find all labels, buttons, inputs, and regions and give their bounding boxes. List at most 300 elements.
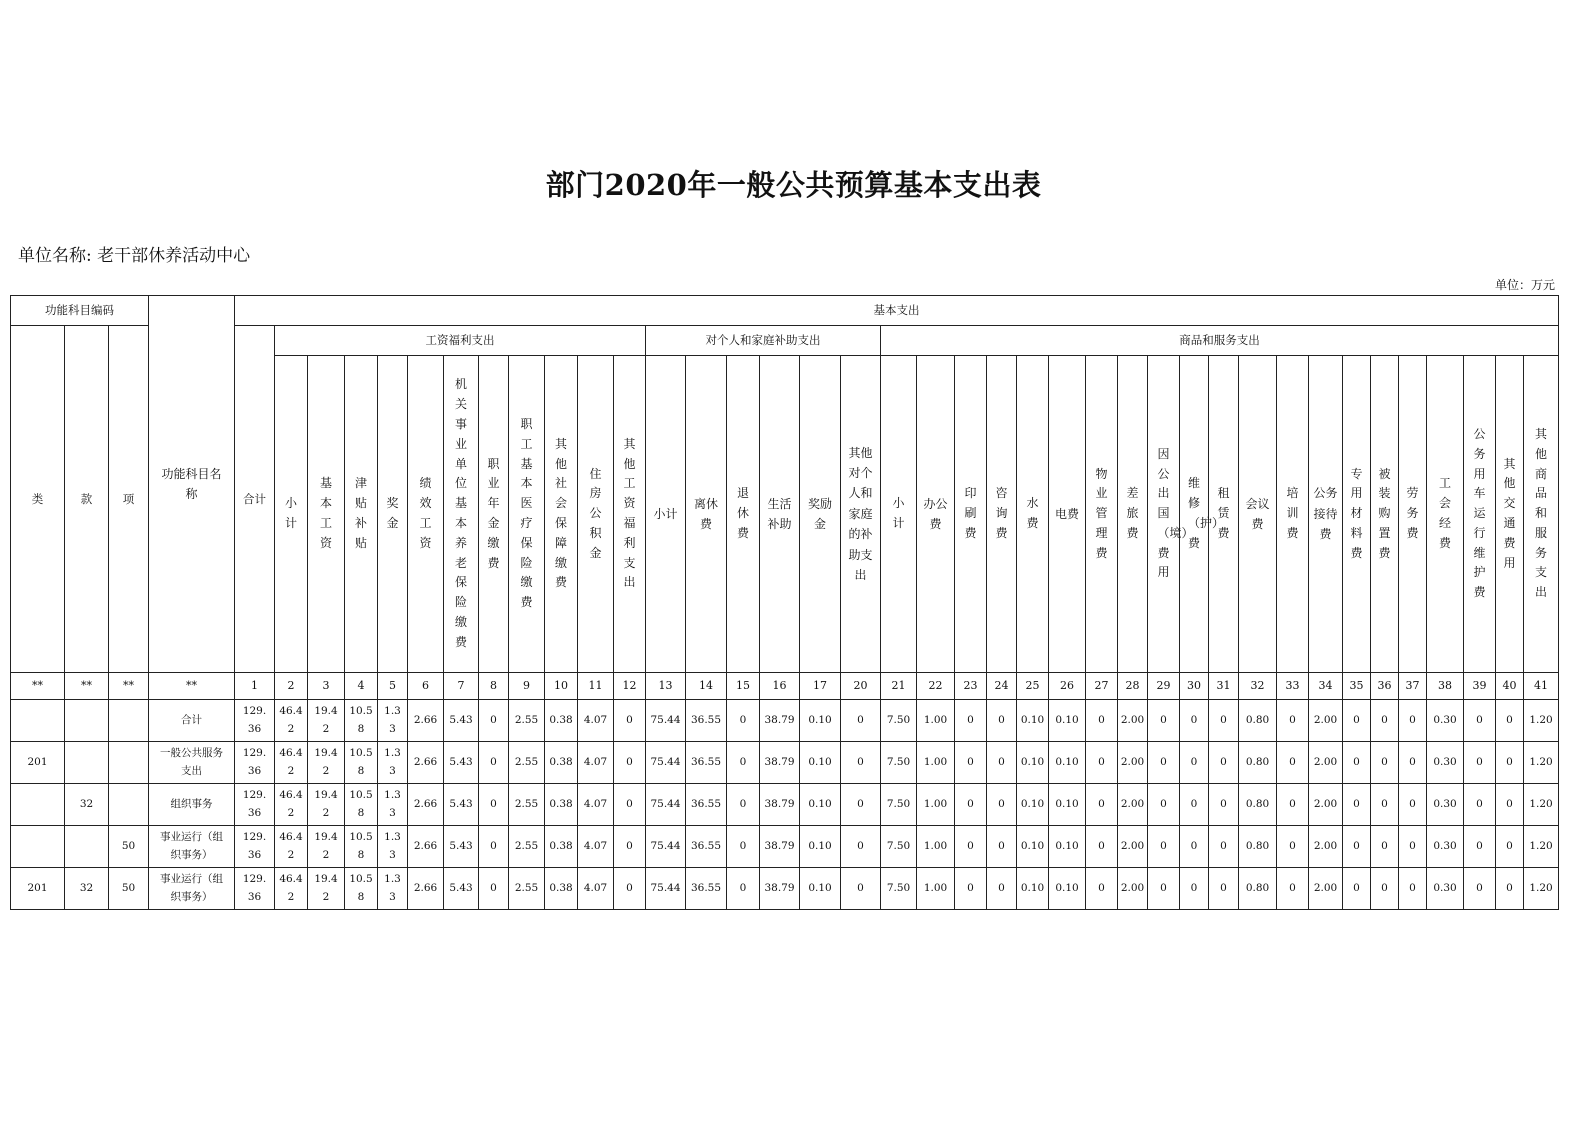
column-header-label: 职工基本医疗保险缴费: [520, 417, 533, 610]
value-cell-31: 0: [1209, 868, 1239, 910]
value-cell-21: 7.50: [881, 742, 917, 784]
value-cell-36: 0: [1371, 742, 1399, 784]
column-header-label: 电费: [1055, 506, 1080, 521]
value-cell-33: 0: [1277, 742, 1309, 784]
value-cell-22: 1.00: [917, 742, 955, 784]
value-cell-7: 5.43: [444, 700, 479, 742]
column-header-label: 被装购置费: [1378, 466, 1391, 560]
column-header-39: [1464, 356, 1496, 673]
value-cell-5: [378, 826, 408, 868]
name-cell-text: 事业运行（组织事务）: [160, 872, 224, 903]
value-cell-39: 0: [1464, 784, 1496, 826]
column-header-label: 专用材料费: [1350, 466, 1363, 560]
value-cell-text: 1.33: [384, 704, 401, 735]
value-cell-22: 1.00: [917, 700, 955, 742]
value-cell-3: [308, 742, 345, 784]
value-cell-17: 0.10: [800, 868, 841, 910]
value-cell-10: 0.38: [545, 826, 578, 868]
code-cell: 201: [11, 742, 65, 784]
value-cell-10: 0.38: [545, 868, 578, 910]
total-cell: [235, 784, 275, 826]
value-cell-8: 0: [479, 868, 509, 910]
value-cell-text: 1.33: [384, 872, 401, 903]
value-cell-24: 0: [987, 868, 1017, 910]
index-cell-37: 37: [1399, 673, 1427, 700]
code-col-header-1: 款: [65, 326, 109, 673]
value-cell-29: 0: [1148, 700, 1180, 742]
unit-name: 单位名称: 老干部休养活动中心: [18, 246, 251, 266]
value-cell-text: 10.58: [349, 788, 373, 819]
value-cell-2: [275, 742, 308, 784]
column-header-label: 物业管理费: [1095, 466, 1108, 560]
value-cell-41: 1.20: [1524, 826, 1559, 868]
column-header-34: [1309, 356, 1343, 673]
name-cell: [149, 868, 235, 910]
index-cell-16: 16: [760, 673, 800, 700]
name-cell: [149, 826, 235, 868]
value-cell-26: 0.10: [1049, 742, 1086, 784]
column-header-36: [1371, 356, 1399, 673]
column-header-label: 工会经费: [1439, 476, 1452, 550]
value-cell-15: 0: [727, 784, 760, 826]
value-cell-4: [345, 868, 378, 910]
value-cell-9: 2.55: [509, 826, 545, 868]
column-header-28: [1118, 356, 1148, 673]
value-cell-36: 0: [1371, 826, 1399, 868]
value-cell-41: 1.20: [1524, 868, 1559, 910]
column-header-31: [1209, 356, 1239, 673]
value-cell-13: 75.44: [646, 784, 686, 826]
group-header-wages: 工资福利支出: [275, 326, 646, 356]
value-cell-text: 1.33: [384, 830, 401, 861]
value-cell-24: 0: [987, 742, 1017, 784]
column-header-13: [646, 356, 686, 673]
code-cell: [65, 826, 109, 868]
index-cell-14: 14: [686, 673, 727, 700]
value-cell-16: 38.79: [760, 868, 800, 910]
column-header-label: 其他工资福利支出: [623, 436, 636, 590]
code-cell: [11, 700, 65, 742]
column-header-label: 奖励金: [808, 496, 833, 531]
value-cell-text: 10.58: [349, 746, 373, 777]
index-cell-21: 21: [881, 673, 917, 700]
index-cell-23: 23: [955, 673, 987, 700]
name-cell: [149, 742, 235, 784]
value-cell-21: 7.50: [881, 784, 917, 826]
value-cell-17: 0.10: [800, 700, 841, 742]
column-header-11: [578, 356, 614, 673]
value-cell-9: 2.55: [509, 868, 545, 910]
column-header-label: 退休费: [737, 486, 750, 540]
code-group-header: 功能科目编码: [11, 296, 149, 326]
index-cell-26: 26: [1049, 673, 1086, 700]
value-cell-2: [275, 784, 308, 826]
value-cell-8: 0: [479, 742, 509, 784]
value-cell-27: 0: [1086, 700, 1118, 742]
value-cell-11: 4.07: [578, 742, 614, 784]
column-header-40: [1496, 356, 1524, 673]
value-cell-11: 4.07: [578, 784, 614, 826]
code-cell: 201: [11, 868, 65, 910]
code-cell: [65, 700, 109, 742]
value-cell-4: [345, 742, 378, 784]
column-header-label: 水费: [1026, 496, 1039, 530]
value-cell-38: 0.30: [1427, 784, 1464, 826]
code-cell: [11, 826, 65, 868]
value-cell-text: 1.33: [384, 788, 401, 819]
column-header-41: [1524, 356, 1559, 673]
value-cell-text: 10.58: [349, 830, 373, 861]
name-cell-text: 组织事务: [170, 797, 213, 810]
value-cell-text: 19.42: [314, 704, 338, 735]
value-cell-9: 2.55: [509, 700, 545, 742]
value-cell-28: 2.00: [1118, 826, 1148, 868]
value-cell-37: 0: [1399, 700, 1427, 742]
value-cell-29: 0: [1148, 784, 1180, 826]
value-cell-6: 2.66: [408, 784, 444, 826]
value-cell-24: 0: [987, 784, 1017, 826]
value-cell-30: 0: [1180, 742, 1209, 784]
column-header-label: 维修（护）费: [1188, 476, 1225, 550]
value-cell-8: 0: [479, 784, 509, 826]
value-cell-39: 0: [1464, 868, 1496, 910]
column-header-38: [1427, 356, 1464, 673]
value-cell-30: 0: [1180, 868, 1209, 910]
total-cell-text: 129.36: [242, 704, 267, 735]
column-header-15: [727, 356, 760, 673]
value-cell-9: 2.55: [509, 784, 545, 826]
total-cell-text: 129.36: [242, 830, 267, 861]
value-cell-12: 0: [614, 868, 646, 910]
value-cell-27: 0: [1086, 742, 1118, 784]
budget-table: [10, 295, 1559, 910]
column-header-label: 小计: [892, 496, 905, 530]
index-name: **: [149, 673, 235, 700]
index-cell-10: 10: [545, 673, 578, 700]
value-cell-13: 75.44: [646, 700, 686, 742]
name-cell-text: 一般公共服务支出: [160, 746, 224, 777]
value-cell-41: 1.20: [1524, 784, 1559, 826]
code-cell: [109, 700, 149, 742]
value-cell-16: 38.79: [760, 742, 800, 784]
value-cell-3: [308, 826, 345, 868]
value-cell-32: 0.80: [1239, 826, 1277, 868]
value-cell-41: 1.20: [1524, 700, 1559, 742]
value-cell-4: [345, 784, 378, 826]
value-cell-26: 0.10: [1049, 700, 1086, 742]
value-cell-6: 2.66: [408, 826, 444, 868]
index-cell-20: 20: [841, 673, 881, 700]
value-cell-20: 0: [841, 742, 881, 784]
code-col-header-0: 类: [11, 326, 65, 673]
value-cell-text: 10.58: [349, 872, 373, 903]
index-cell-32: 32: [1239, 673, 1277, 700]
value-cell-38: 0.30: [1427, 868, 1464, 910]
column-header-label: 小计: [285, 496, 298, 530]
column-header-12: [614, 356, 646, 673]
value-cell-36: 0: [1371, 784, 1399, 826]
column-header-label: 其他商品和服务支出: [1535, 426, 1548, 600]
column-header-label: 其他对个人和家庭的补助支出: [848, 445, 873, 582]
index-cell-15: 15: [727, 673, 760, 700]
value-cell-22: 1.00: [917, 784, 955, 826]
column-header-25: [1017, 356, 1049, 673]
column-header-26: [1049, 356, 1086, 673]
value-cell-32: 0.80: [1239, 868, 1277, 910]
value-cell-2: [275, 868, 308, 910]
value-cell-11: 4.07: [578, 700, 614, 742]
value-cell-15: 0: [727, 700, 760, 742]
value-cell-24: 0: [987, 700, 1017, 742]
value-cell-11: 4.07: [578, 868, 614, 910]
value-cell-33: 0: [1277, 700, 1309, 742]
value-cell-34: 2.00: [1309, 826, 1343, 868]
value-cell-23: 0: [955, 868, 987, 910]
column-header-6: [408, 356, 444, 673]
name-col-header: [149, 296, 235, 673]
column-header-20: [841, 356, 881, 673]
total-cell: [235, 868, 275, 910]
index-cell-8: 8: [479, 673, 509, 700]
name-cell: [149, 700, 235, 742]
value-cell-24: 0: [987, 826, 1017, 868]
index-cell-36: 36: [1371, 673, 1399, 700]
column-header-label: 会议费: [1245, 496, 1270, 531]
value-cell-35: 0: [1343, 700, 1371, 742]
index-cell-38: 38: [1427, 673, 1464, 700]
value-cell-34: 2.00: [1309, 868, 1343, 910]
column-header-27: [1086, 356, 1118, 673]
page-title: 部门2020年一般公共预算基本支出表: [545, 168, 1042, 202]
value-cell-40: 0: [1496, 700, 1524, 742]
value-cell-25: 0.10: [1017, 784, 1049, 826]
group-header-goods-services: 商品和服务支出: [881, 326, 1559, 356]
value-cell-16: 38.79: [760, 826, 800, 868]
value-cell-37: 0: [1399, 742, 1427, 784]
index-cell-30: 30: [1180, 673, 1209, 700]
value-cell-37: 0: [1399, 868, 1427, 910]
code-cell: [109, 742, 149, 784]
value-cell-14: 36.55: [686, 742, 727, 784]
value-cell-2: [275, 700, 308, 742]
code-cell: [11, 784, 65, 826]
index-cell-34: 34: [1309, 673, 1343, 700]
value-cell-25: 0.10: [1017, 868, 1049, 910]
value-cell-7: 5.43: [444, 868, 479, 910]
column-header-label: 租赁费: [1217, 486, 1230, 540]
index-cell-25: 25: [1017, 673, 1049, 700]
value-cell-31: 0: [1209, 826, 1239, 868]
code-cell: 32: [65, 784, 109, 826]
column-header-22: [917, 356, 955, 673]
index-row: [11, 673, 1559, 700]
value-cell-4: [345, 700, 378, 742]
value-cell-25: 0.10: [1017, 742, 1049, 784]
value-cell-8: 0: [479, 700, 509, 742]
value-cell-38: 0.30: [1427, 700, 1464, 742]
value-cell-text: 19.42: [314, 872, 338, 903]
index-cell-9: 9: [509, 673, 545, 700]
value-cell-10: 0.38: [545, 784, 578, 826]
total-col-header: 合计: [235, 326, 275, 673]
table-row: [11, 742, 1559, 784]
index-code-2: **: [109, 673, 149, 700]
code-cell: 50: [109, 868, 149, 910]
value-cell-37: 0: [1399, 784, 1427, 826]
value-cell-5: [378, 784, 408, 826]
column-header-label: 机关事业单位基本养老保险缴费: [455, 377, 468, 649]
column-header-2: [275, 356, 308, 673]
index-cell-4: 4: [345, 673, 378, 700]
value-cell-31: 0: [1209, 742, 1239, 784]
value-cell-22: 1.00: [917, 826, 955, 868]
value-cell-text: 46.42: [279, 746, 303, 777]
value-cell-12: 0: [614, 700, 646, 742]
column-header-10: [545, 356, 578, 673]
value-cell-27: 0: [1086, 826, 1118, 868]
index-code-1: **: [65, 673, 109, 700]
code-cell: [109, 784, 149, 826]
index-cell-35: 35: [1343, 673, 1371, 700]
column-header-label: 住房公积金: [589, 466, 602, 560]
value-cell-4: [345, 826, 378, 868]
value-cell-9: 2.55: [509, 742, 545, 784]
value-cell-23: 0: [955, 700, 987, 742]
value-cell-27: 0: [1086, 868, 1118, 910]
value-cell-35: 0: [1343, 868, 1371, 910]
index-cell-33: 33: [1277, 673, 1309, 700]
column-header-33: [1277, 356, 1309, 673]
value-cell-5: [378, 868, 408, 910]
index-cell-11: 11: [578, 673, 614, 700]
column-header-14: [686, 356, 727, 673]
column-header-17: [800, 356, 841, 673]
column-header-9: [509, 356, 545, 673]
header-row-group: [11, 326, 1559, 356]
column-header-5: [378, 356, 408, 673]
value-cell-33: 0: [1277, 826, 1309, 868]
value-cell-8: 0: [479, 826, 509, 868]
column-header-label: 咨询费: [995, 486, 1008, 540]
index-cell-28: 28: [1118, 673, 1148, 700]
value-cell-38: 0.30: [1427, 742, 1464, 784]
column-header-label: 其他交通费用: [1503, 456, 1516, 570]
value-cell-15: 0: [727, 742, 760, 784]
column-header-label: 小计: [653, 506, 678, 521]
column-header-24: [987, 356, 1017, 673]
value-cell-22: 1.00: [917, 868, 955, 910]
index-cell-27: 27: [1086, 673, 1118, 700]
code-cell: [65, 742, 109, 784]
value-cell-26: 0.10: [1049, 868, 1086, 910]
value-cell-30: 0: [1180, 784, 1209, 826]
name-cell-text: 事业运行（组织事务）: [160, 830, 224, 861]
table-row: [11, 826, 1559, 868]
total-cell-text: 129.36: [242, 788, 267, 819]
value-cell-20: 0: [841, 826, 881, 868]
column-header-23: [955, 356, 987, 673]
header-row-top: [11, 296, 1559, 326]
value-cell-14: 36.55: [686, 826, 727, 868]
value-cell-14: 36.55: [686, 868, 727, 910]
column-header-7: [444, 356, 479, 673]
value-cell-12: 0: [614, 826, 646, 868]
index-cell-7: 7: [444, 673, 479, 700]
value-cell-16: 38.79: [760, 784, 800, 826]
value-cell-33: 0: [1277, 784, 1309, 826]
column-header-8: [479, 356, 509, 673]
column-header-label: 离休费: [694, 496, 719, 531]
value-cell-text: 46.42: [279, 704, 303, 735]
value-cell-10: 0.38: [545, 700, 578, 742]
value-cell-13: 75.44: [646, 826, 686, 868]
index-cell-12: 12: [614, 673, 646, 700]
index-cell-2: 2: [275, 673, 308, 700]
value-cell-14: 36.55: [686, 700, 727, 742]
index-cell-3: 3: [308, 673, 345, 700]
value-cell-5: [378, 700, 408, 742]
value-cell-35: 0: [1343, 784, 1371, 826]
value-cell-3: [308, 784, 345, 826]
table-row: [11, 868, 1559, 910]
column-header-label: 公务用车运行维护费: [1473, 426, 1486, 600]
value-cell-6: 2.66: [408, 742, 444, 784]
value-cell-5: [378, 742, 408, 784]
index-cell-13: 13: [646, 673, 686, 700]
index-cell-24: 24: [987, 673, 1017, 700]
column-header-label: 劳务费: [1406, 486, 1419, 540]
value-cell-28: 2.00: [1118, 742, 1148, 784]
value-cell-6: 2.66: [408, 868, 444, 910]
value-cell-10: 0.38: [545, 742, 578, 784]
column-header-label: 职业年金缴费: [487, 456, 500, 570]
value-cell-39: 0: [1464, 826, 1496, 868]
value-cell-40: 0: [1496, 742, 1524, 784]
value-cell-20: 0: [841, 868, 881, 910]
table-row: [11, 700, 1559, 742]
value-cell-35: 0: [1343, 826, 1371, 868]
value-cell-text: 46.42: [279, 788, 303, 819]
value-cell-36: 0: [1371, 700, 1399, 742]
index-cell-40: 40: [1496, 673, 1524, 700]
value-cell-34: 2.00: [1309, 700, 1343, 742]
value-cell-28: 2.00: [1118, 700, 1148, 742]
value-cell-32: 0.80: [1239, 742, 1277, 784]
value-cell-40: 0: [1496, 868, 1524, 910]
column-header-label: 绩效工资: [419, 476, 432, 550]
total-cell: [235, 826, 275, 868]
value-cell-7: 5.43: [444, 826, 479, 868]
column-header-29: [1148, 356, 1194, 673]
group-header-subsidies: 对个人和家庭补助支出: [646, 326, 881, 356]
value-cell-38: 0.30: [1427, 826, 1464, 868]
name-cell: [149, 784, 235, 826]
code-cell: 50: [109, 826, 149, 868]
value-cell-40: 0: [1496, 826, 1524, 868]
value-cell-text: 10.58: [349, 704, 373, 735]
column-header-3: [308, 356, 345, 673]
column-header-label: 奖金: [386, 496, 399, 530]
table-row: [11, 784, 1559, 826]
index-cell-17: 17: [800, 673, 841, 700]
column-header-35: [1343, 356, 1371, 673]
index-cell-31: 31: [1209, 673, 1239, 700]
value-cell-text: 19.42: [314, 830, 338, 861]
index-cell-41: 41: [1524, 673, 1559, 700]
value-cell-17: 0.10: [800, 826, 841, 868]
total-cell: [235, 742, 275, 784]
value-cell-21: 7.50: [881, 700, 917, 742]
